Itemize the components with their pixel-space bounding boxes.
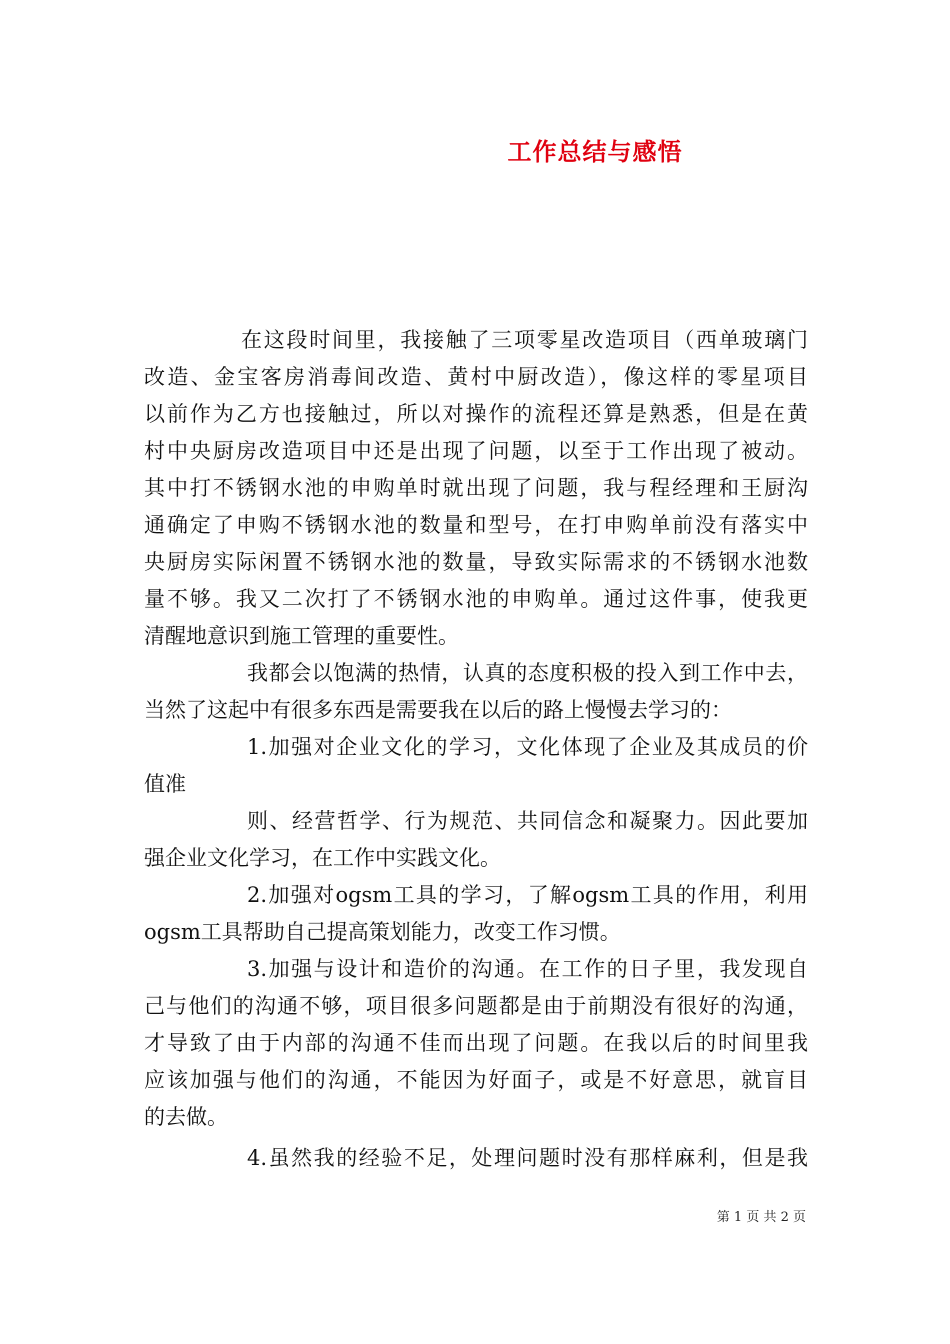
list-item-line: 己与他们的沟通不够，项目很多问题都是由于前期没有很好的沟通，	[144, 994, 808, 1018]
paragraph-line: 当然了这起中有很多东西是需要我在以后的路上慢慢去学习的：	[144, 698, 732, 722]
paragraph-line: 通确定了申购不锈钢水池的数量和型号，在打申购单前没有落实中	[144, 513, 808, 537]
paragraph-line: 在这段时间里，我接触了三项零星改造项目（西单玻璃门	[241, 328, 808, 352]
paragraph-line: 以前作为乙方也接触过，所以对操作的流程还算是熟悉，但是在黄	[144, 402, 808, 426]
list-item-line: 3.加强与设计和造价的沟通。在工作的日子里，我发现自	[247, 957, 808, 981]
list-item-line: 2.加强对ogsm工具的学习，了解ogsm工具的作用，利用	[247, 883, 808, 907]
paragraph-line: 其中打不锈钢水池的申购单时就出现了问题，我与程经理和王厨沟	[144, 476, 808, 500]
list-item-line: 才导致了由于内部的沟通不佳而出现了问题。在我以后的时间里我	[144, 1031, 808, 1055]
document-body	[144, 322, 808, 1177]
list-item-line: ogsm工具帮助自己提高策划能力，改变工作习惯。	[144, 920, 621, 944]
paragraph-line: 央厨房实际闲置不锈钢水池的数量，导致实际需求的不锈钢水池数	[144, 550, 808, 574]
document-title: 工作总结与感悟	[507, 138, 683, 166]
page-number-footer: 第 1 页 共 2 页	[716, 1210, 806, 1225]
list-item-line: 值准	[144, 772, 186, 796]
paragraph-line: 我都会以饱满的热情，认真的态度积极的投入到工作中去，	[247, 661, 808, 685]
list-item-line: 应该加强与他们的沟通，不能因为好面子，或是不好意思，就盲目	[144, 1068, 808, 1092]
list-item-line: 强企业文化学习，在工作中实践文化。	[144, 846, 501, 870]
paragraph-line: 村中央厨房改造项目中还是出现了问题，以至于工作出现了被动。	[144, 439, 808, 463]
list-item-line: 4.虽然我的经验不足，处理问题时没有那样麻利，但是我	[247, 1146, 808, 1170]
paragraph-line: 量不够。我又二次打了不锈钢水池的申购单。通过这件事，使我更	[144, 587, 808, 611]
list-item-line: 1.加强对企业文化的学习，文化体现了企业及其成员的价	[247, 735, 808, 759]
paragraph-line: 清醒地意识到施工管理的重要性。	[144, 624, 459, 648]
paragraph-line: 改造、金宝客房消毒间改造、黄村中厨改造），像这样的零星项目	[144, 365, 808, 389]
list-item-line: 的去做。	[144, 1105, 228, 1129]
list-item-line: 则、经营哲学、行为规范、共同信念和凝聚力。因此要加	[247, 809, 808, 833]
